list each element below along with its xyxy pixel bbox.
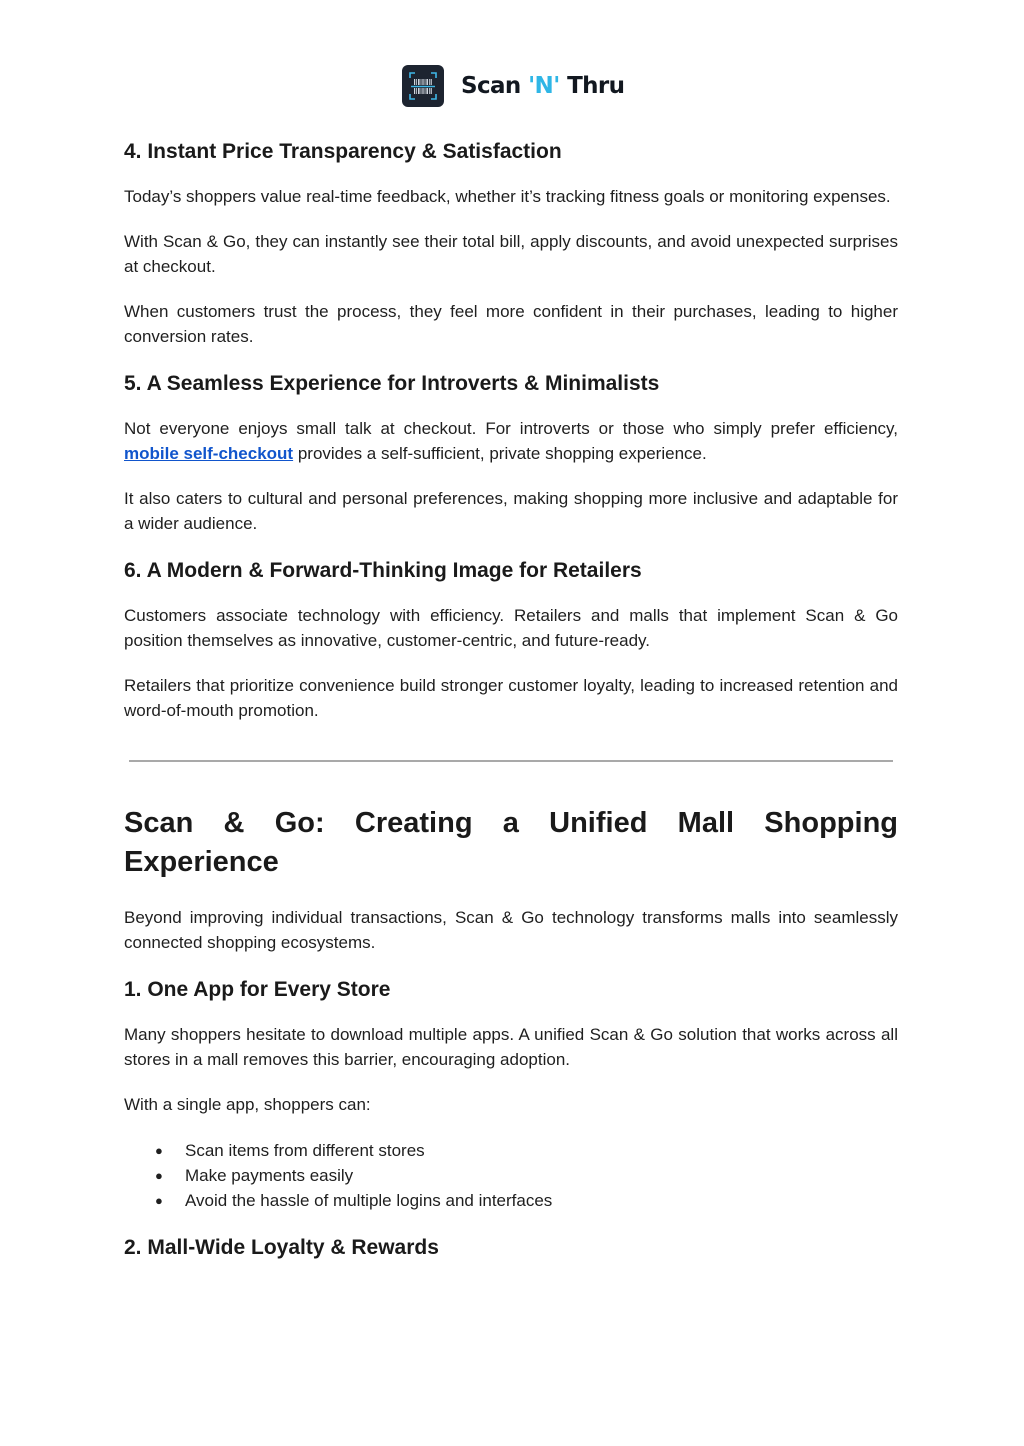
brand-name-part1: Scan bbox=[461, 73, 529, 99]
section-divider bbox=[129, 760, 893, 762]
paragraph: Beyond improving individual transactions, Scan & Go technology transforms malls into seamlessly connected shopping ecosystems. bbox=[124, 908, 898, 952]
main-heading-unified-mall: Scan & Go: Creating a Unified Mall Shopping Experience bbox=[124, 807, 898, 878]
bullet-icon: ● bbox=[155, 1193, 163, 1208]
list-item bbox=[124, 1138, 898, 1163]
paragraph: Customers associate technology with efficiency. Retailers and malls that implement Scan & Go position themselves as innovative, customer-centric, and future-ready. bbox=[124, 606, 898, 650]
section-heading-one-app: 1. One App for Every Store bbox=[124, 978, 391, 1001]
paragraph: With a single app, shoppers can: bbox=[124, 1095, 371, 1114]
section-heading-loyalty-rewards: 2. Mall-Wide Loyalty & Rewards bbox=[124, 1236, 439, 1259]
brand-name bbox=[461, 73, 624, 99]
paragraph: Today’s shoppers value real-time feedback, whether it’s tracking fitness goals or monitoring expenses. bbox=[124, 187, 891, 206]
paragraph: It also caters to cultural and personal preferences, making shopping more inclusive and adaptable for a wider audience. bbox=[124, 489, 898, 533]
brand-name-part3: Thru bbox=[559, 73, 625, 99]
article-body bbox=[124, 136, 898, 1264]
bullet-icon: ● bbox=[155, 1168, 163, 1183]
list-item bbox=[124, 1163, 898, 1188]
paragraph: With Scan & Go, they can instantly see their total bill, apply discounts, and avoid unexpected surprises at checkout. bbox=[124, 232, 898, 276]
paragraph: When customers trust the process, they feel more confident in their purchases, leading to higher conversion rates. bbox=[124, 302, 898, 346]
section-heading-modern-image: 6. A Modern & Forward-Thinking Image for Retailers bbox=[124, 559, 642, 582]
list-item-text: Scan items from different stores bbox=[185, 1141, 425, 1160]
brand-logo bbox=[402, 65, 624, 107]
list-item-text: Avoid the hassle of multiple logins and interfaces bbox=[185, 1191, 553, 1210]
barcode-scan-icon bbox=[402, 65, 444, 107]
brand-name-accent: 'N' bbox=[528, 73, 560, 99]
section-heading-price-transparency: 4. Instant Price Transparency & Satisfaction bbox=[124, 140, 562, 163]
list-item-text: Make payments easily bbox=[185, 1166, 354, 1185]
paragraph: Retailers that prioritize convenience build stronger customer loyalty, leading to increased retention and word-of-mouth promotion. bbox=[124, 676, 898, 720]
paragraph: Many shoppers hesitate to download multiple apps. A unified Scan & Go solution that works across all stores in a mall removes this barrier, encouraging adoption. bbox=[124, 1025, 898, 1069]
list-item bbox=[124, 1188, 898, 1213]
paragraph-text: Not everyone enjoys small talk at checkout. For introverts or those who simply prefer efficiency, bbox=[124, 419, 898, 438]
mobile-self-checkout-link[interactable]: mobile self-checkout bbox=[124, 444, 294, 463]
paragraph-text: provides a self-sufficient, private shopping experience. bbox=[293, 444, 707, 463]
paragraph bbox=[124, 416, 898, 466]
section-heading-introverts: 5. A Seamless Experience for Introverts & Minimalists bbox=[124, 372, 660, 395]
bullet-icon: ● bbox=[155, 1143, 163, 1158]
bullet-list bbox=[124, 1138, 898, 1213]
